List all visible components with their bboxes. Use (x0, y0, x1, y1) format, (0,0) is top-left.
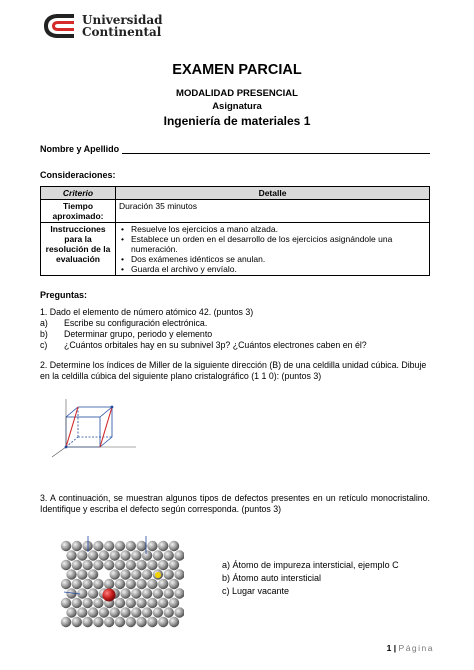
lattice-atom (169, 579, 179, 589)
lattice-atom (142, 550, 152, 560)
q1-c-label: c) (40, 340, 48, 350)
name-blank-line[interactable] (122, 144, 430, 154)
lattice-atom (99, 550, 109, 560)
lattice-atom (142, 607, 152, 617)
lattice-atom (136, 598, 146, 608)
lattice-atom (72, 617, 82, 627)
lattice-atom (158, 560, 168, 570)
lattice-atom (136, 541, 146, 551)
page-word: Página (398, 643, 434, 653)
lattice-atom (82, 560, 92, 570)
criteria-header: Criterio (41, 187, 116, 200)
instructions-label: Instrucciones para la resolución de la evaluación (41, 223, 116, 276)
page-footer (387, 643, 434, 653)
lattice-atom (120, 550, 130, 560)
lattice-atom (77, 607, 87, 617)
lattice-atom (66, 607, 76, 617)
lattice-atom (93, 541, 103, 551)
logo-line-2: Continental (82, 25, 162, 39)
considerations-label: Consideraciones: (40, 170, 116, 180)
lattice-atom (93, 579, 103, 589)
lattice-atom (66, 550, 76, 560)
lattice-atom (164, 607, 174, 617)
q1-a-label: a) (40, 318, 48, 328)
subject-label: Asignatura (212, 101, 262, 112)
lattice-atom (131, 607, 141, 617)
lattice-atom (93, 617, 103, 627)
lattice-atom (104, 617, 114, 627)
option-b: b) Átomo auto intersticial (222, 573, 322, 583)
lattice-atom (169, 560, 179, 570)
lattice-atom (88, 588, 98, 598)
lattice-atom (77, 550, 87, 560)
lattice-atom (131, 569, 141, 579)
lattice-atom (147, 598, 157, 608)
instructions-cell (116, 223, 430, 276)
lattice-atom (126, 617, 136, 627)
instruction-item: • Resuelve los ejercicios a mano alzada. (131, 224, 426, 234)
lattice-atom (174, 550, 184, 560)
crystal-lattice-figure (58, 534, 184, 630)
q1-a-text: Escribe su configuración electrónica. (64, 318, 208, 328)
lattice-atom (115, 598, 125, 608)
lattice-atom (99, 607, 109, 617)
question-3-stem: 3. A continuación, se muestran algunos tipos de defectos presentes en un retículo monocristalino. Identifique y escriba el defecto según corresponda. (puntos 3) (40, 493, 430, 514)
time-value: Duración 35 minutos (116, 200, 430, 223)
name-label: Nombre y Apellido (40, 144, 120, 154)
lattice-atom (153, 550, 163, 560)
lattice-atom (110, 607, 120, 617)
lattice-atom (88, 550, 98, 560)
lattice-atom (88, 607, 98, 617)
lattice-atom (126, 541, 136, 551)
lattice-atom (61, 617, 71, 627)
exam-title: EXAMEN PARCIAL (172, 62, 302, 78)
lattice-atom (82, 617, 92, 627)
lattice-atom (110, 569, 120, 579)
university-emblem-icon (40, 12, 76, 40)
lattice-atom (115, 617, 125, 627)
lattice-atom (174, 588, 184, 598)
lattice-atom (147, 560, 157, 570)
lattice-atom (88, 569, 98, 579)
lattice-atom (174, 607, 184, 617)
interstitial-atom (155, 572, 161, 578)
q1-c-text: ¿Cuántos orbitales hay en su subnivel 3p? ¿Cuántos electrones caben en él? (64, 340, 367, 350)
subject-name: Ingeniería de materiales 1 (163, 114, 311, 128)
time-label: Tiempo aproximado: (41, 200, 116, 223)
lattice-atom (142, 569, 152, 579)
lattice-atom (104, 560, 114, 570)
lattice-atom (153, 588, 163, 598)
lattice-atom (164, 569, 174, 579)
lattice-atom (169, 541, 179, 551)
lattice-atom (174, 569, 184, 579)
question-2-stem: 2. Determine los índices de Miller de la siguiente dirección (B) de una celdilla unidad cúbica. Dibuje en la celdilla cúbica del siguiente plano cristalográfico (1 1 0): (puntos 3) (40, 360, 427, 381)
lattice-atom (136, 617, 146, 627)
lattice-atom (147, 579, 157, 589)
lattice-atom (66, 569, 76, 579)
lattice-atom (126, 560, 136, 570)
option-a: a) Átomo de impureza intersticial, ejemplo C (222, 560, 399, 570)
lattice-atom (120, 588, 130, 598)
lattice-atom (158, 579, 168, 589)
lattice-atom (164, 550, 174, 560)
lattice-atom (72, 579, 82, 589)
lattice-atom (61, 579, 71, 589)
lattice-atom (104, 579, 114, 589)
lattice-atom (104, 541, 114, 551)
question-1-stem: 1. Dado el elemento de número atómico 42. (puntos 3) (40, 307, 254, 317)
q1-b-text: Determinar grupo, periodo y elemento (64, 329, 213, 339)
name-field-row (40, 144, 430, 154)
lattice-atom (82, 579, 92, 589)
lattice-atom (61, 541, 71, 551)
lattice-atom (72, 541, 82, 551)
lattice-atom (131, 588, 141, 598)
impurity-atom (103, 589, 116, 602)
lattice-atom (169, 617, 179, 627)
lattice-atom (147, 617, 157, 627)
lattice-atom (169, 598, 179, 608)
lattice-atom (61, 598, 71, 608)
lattice-atom (147, 541, 157, 551)
lattice-atom (164, 588, 174, 598)
lattice-atom (120, 569, 130, 579)
lattice-atom (61, 560, 71, 570)
page-number: 1 (386, 643, 392, 653)
lattice-atom (126, 598, 136, 608)
lattice-atom (115, 579, 125, 589)
instruction-item: • Guarda el archivo y envíalo. (131, 264, 426, 274)
lattice-atom (110, 550, 120, 560)
lattice-atom (158, 541, 168, 551)
questions-label: Preguntas: (40, 290, 88, 300)
lattice-atom (131, 550, 141, 560)
instruction-item: • Establece un orden en el desarrollo de los ejercicios asignándole una numeración. (131, 234, 426, 254)
lattice-atom (120, 607, 130, 617)
modality: MODALIDAD PRESENCIAL (176, 88, 298, 99)
q1-b-label: b) (40, 329, 48, 339)
lattice-atom (126, 579, 136, 589)
lattice-atom (82, 598, 92, 608)
logo-line-1: Universidad (82, 13, 163, 27)
lattice-atom (77, 569, 87, 579)
criteria-table (40, 186, 430, 276)
option-c: c) Lugar vacante (222, 586, 290, 596)
lattice-atom (93, 598, 103, 608)
lattice-atom (158, 617, 168, 627)
lattice-atom (93, 560, 103, 570)
detail-header: Detalle (116, 187, 430, 200)
lattice-atom (115, 560, 125, 570)
lattice-atom (72, 598, 82, 608)
instructions-list (119, 224, 426, 274)
lattice-atom (142, 588, 152, 598)
question-1 (40, 307, 367, 351)
lattice-atom (136, 579, 146, 589)
cubic-unit-cell-figure (44, 395, 154, 461)
instruction-item: • Dos exámenes idénticos se anulan. (131, 254, 426, 264)
lattice-atom (72, 560, 82, 570)
lattice-atom (136, 560, 146, 570)
lattice-atom (158, 598, 168, 608)
footer-separator: | (393, 643, 397, 653)
lattice-atom (115, 541, 125, 551)
lattice-atom (153, 607, 163, 617)
university-logo (40, 12, 163, 40)
defect-options (222, 560, 399, 599)
